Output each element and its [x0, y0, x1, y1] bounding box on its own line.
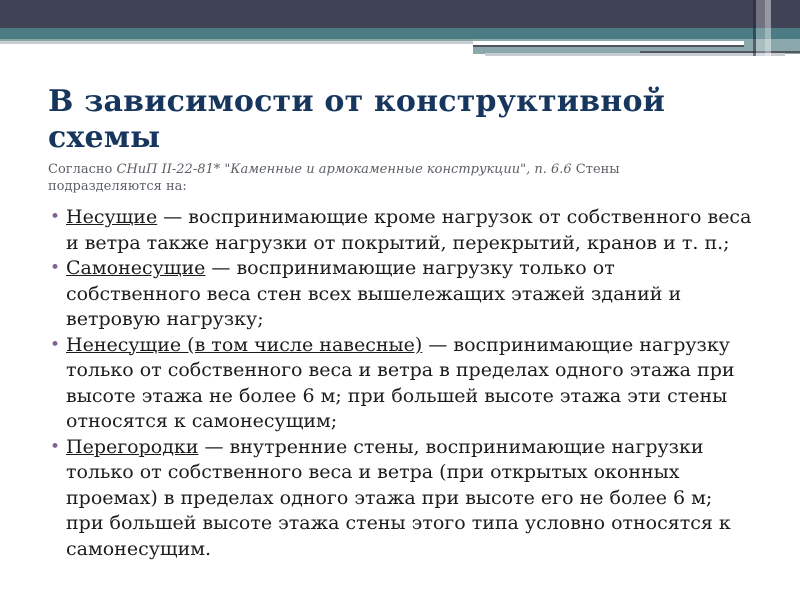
header-bar-dark [0, 0, 800, 28]
bullet-text: — воспринимающие нагрузку только от собственного веса и ветра в пределах одного этажа при высоте этажа не более 6 м; при большей высоте этажа эти стены относятся к самонесущим; [66, 333, 735, 432]
header-vertical-stripe-light [765, 0, 771, 56]
bullet-term: Перегородки [66, 435, 199, 458]
bullet-term: Несущие [66, 206, 158, 228]
header-vertical-stripe-gray [756, 0, 765, 56]
slide-content [48, 84, 760, 562]
header-bar-teal [0, 28, 800, 39]
subtitle-citation: СНиП II-22-81* "Каменные и армокаменные конструкции", п. 6.6 [116, 162, 572, 177]
list-item [50, 435, 753, 563]
header-line-gray [0, 41, 473, 44]
bullet-list [50, 205, 753, 562]
header-line-gray-right [485, 53, 785, 56]
header-line-dark-right-1 [473, 45, 744, 47]
list-item [50, 205, 753, 256]
bullet-text: — внутренние стены, воспринимающие нагрузки только от собственного веса и ветра (при открытых оконных проемах) в пределах одного этажа при высоте его не более 6 м; при большей высоте этажа стены этого типа условно относятся к самонесущим. [66, 435, 731, 560]
list-item [50, 333, 753, 435]
slide-subtitle [48, 161, 648, 195]
subtitle-suffix: Стены подразделяются на: [48, 162, 620, 194]
list-item [50, 256, 753, 333]
bullet-term: Ненесущие (в том числе навесные) [66, 333, 423, 356]
bullet-term: Самонесущие [66, 257, 206, 279]
bullet-text: — воспринимающие кроме нагрузок от собственного веса и ветра также нагрузки от покрытий, перекрытий, кранов и т. п.; [66, 206, 752, 254]
slide-title: В зависимости от конструктивной схемы [48, 84, 666, 155]
bullet-text: — воспринимающие нагрузку только от собственного веса стен всех вышележащих этажей зданий и ветровую нагрузку; [66, 257, 682, 330]
subtitle-prefix: Согласно [48, 162, 117, 177]
